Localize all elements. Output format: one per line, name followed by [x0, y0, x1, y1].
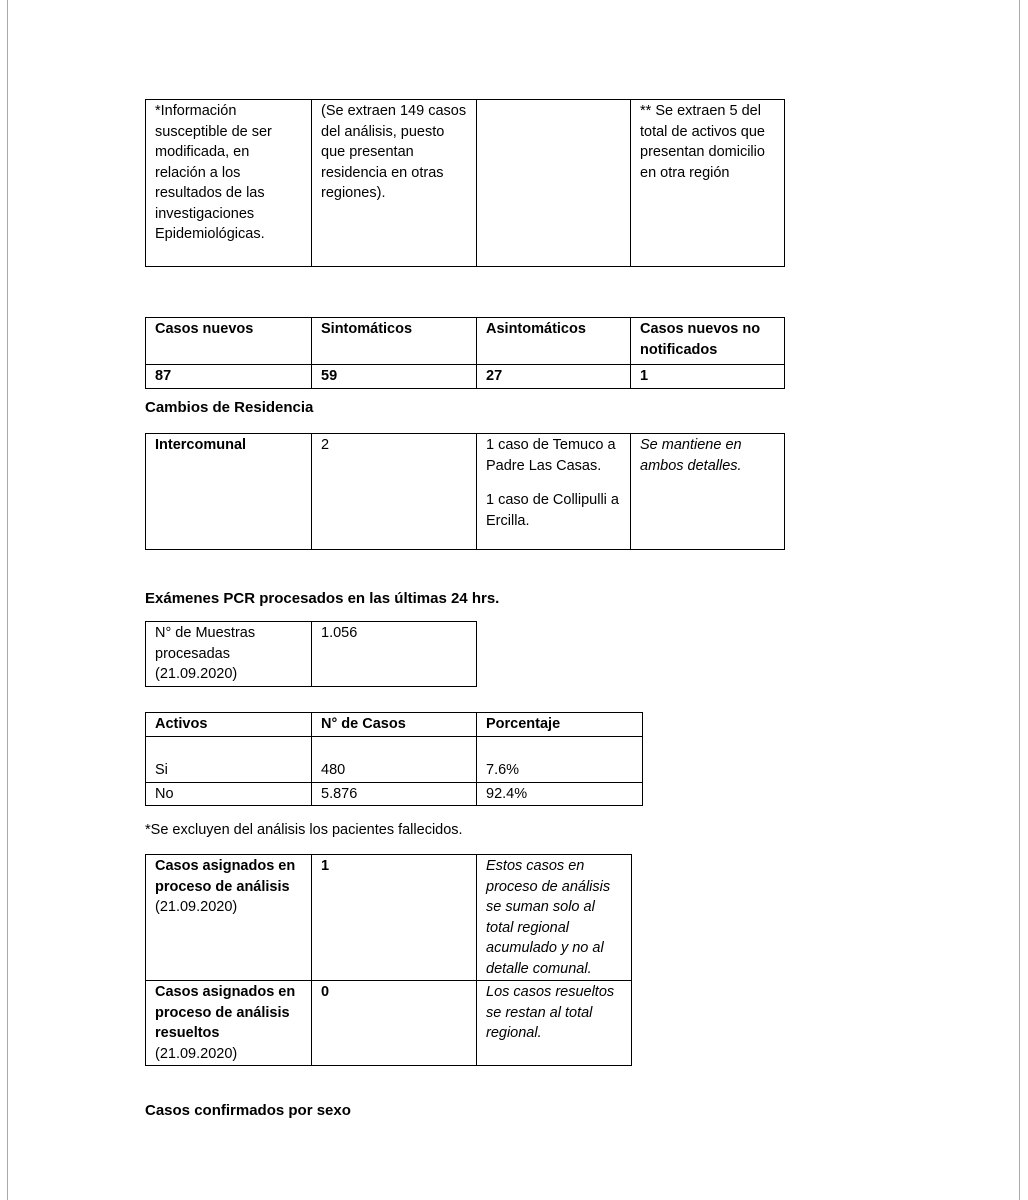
resolved-label-cell — [146, 981, 312, 1066]
assigned-label: Casos asignados en proceso de análisis — [155, 858, 296, 895]
resolved-note-cell: Los casos resueltos se restan al total regional. — [477, 981, 632, 1066]
resolved-value-cell: 0 — [312, 981, 477, 1066]
info-note-cell: *Información susceptible de ser modificada, en relación a los resultados de las investigaciones Epidemiológicas. — [146, 100, 312, 267]
samples-value-cell: 1.056 — [312, 622, 477, 687]
header-symptomatic: Sintomáticos — [312, 318, 477, 365]
header-active: Activos — [146, 713, 312, 737]
empty-cell — [477, 100, 631, 267]
pcr-table — [145, 621, 477, 687]
active-no-label: No — [146, 782, 312, 806]
value-asymptomatic: 27 — [477, 365, 631, 389]
cases-by-sex-heading: Casos confirmados por sexo — [145, 1102, 351, 1119]
value-not-notified: 1 — [631, 365, 785, 389]
assigned-date: (21.09.2020) — [155, 899, 238, 915]
samples-label-cell: N° de Muestras procesadas (21.09.2020) — [146, 622, 312, 687]
assigned-value-cell: 1 — [312, 855, 477, 981]
info-table — [145, 99, 785, 267]
change-count-cell: 2 — [312, 434, 477, 550]
active-no-count: 5.876 — [312, 782, 477, 806]
active-no-percentage: 92.4% — [477, 782, 643, 806]
value-symptomatic: 59 — [312, 365, 477, 389]
new-cases-table — [145, 317, 785, 389]
resolved-label: Casos asignados en proceso de análisis resueltos — [155, 984, 296, 1041]
active-yes-percentage: 7.6% — [477, 736, 643, 782]
residence-changes-table — [145, 433, 785, 550]
pcr-heading: Exámenes PCR procesados en las últimas 24 hrs. — [145, 590, 500, 607]
header-case-count: N° de Casos — [312, 713, 477, 737]
exclusion-note: *Se excluyen del análisis los pacientes fallecidos. — [145, 822, 463, 838]
active-yes-count: 480 — [312, 736, 477, 782]
assigned-note-cell: Estos casos en proceso de análisis se suman solo al total regional acumulado y no al detalle comunal. — [477, 855, 632, 981]
change-type-cell: Intercomunal — [146, 434, 312, 550]
change-detail-cell — [477, 434, 631, 550]
header-new-cases: Casos nuevos — [146, 318, 312, 365]
header-asymptomatic: Asintomáticos — [477, 318, 631, 365]
assigned-cases-table — [145, 854, 632, 1066]
header-not-notified: Casos nuevos no notificados — [631, 318, 785, 365]
value-new-cases: 87 — [146, 365, 312, 389]
change-detail-2: 1 caso de Collipulli a Ercilla. — [486, 492, 619, 529]
page-border-right — [1019, 0, 1020, 1200]
active-cases-table — [145, 712, 643, 806]
excluded-cases-cell: (Se extraen 149 casos del análisis, puesto que presentan residencia en otras regiones). — [312, 100, 477, 267]
change-note-cell: Se mantiene en ambos detalles. — [631, 434, 785, 550]
resolved-date: (21.09.2020) — [155, 1045, 238, 1062]
header-percentage: Porcentaje — [477, 713, 643, 737]
page-border-left — [7, 0, 8, 1200]
assigned-label-cell — [146, 855, 312, 981]
active-excluded-cell: ** Se extraen 5 del total de activos que presentan domicilio en otra región — [631, 100, 785, 267]
residence-changes-heading: Cambios de Residencia — [145, 399, 314, 416]
active-yes-label: Si — [146, 736, 312, 782]
change-detail-1: 1 caso de Temuco a Padre Las Casas. — [486, 437, 616, 474]
